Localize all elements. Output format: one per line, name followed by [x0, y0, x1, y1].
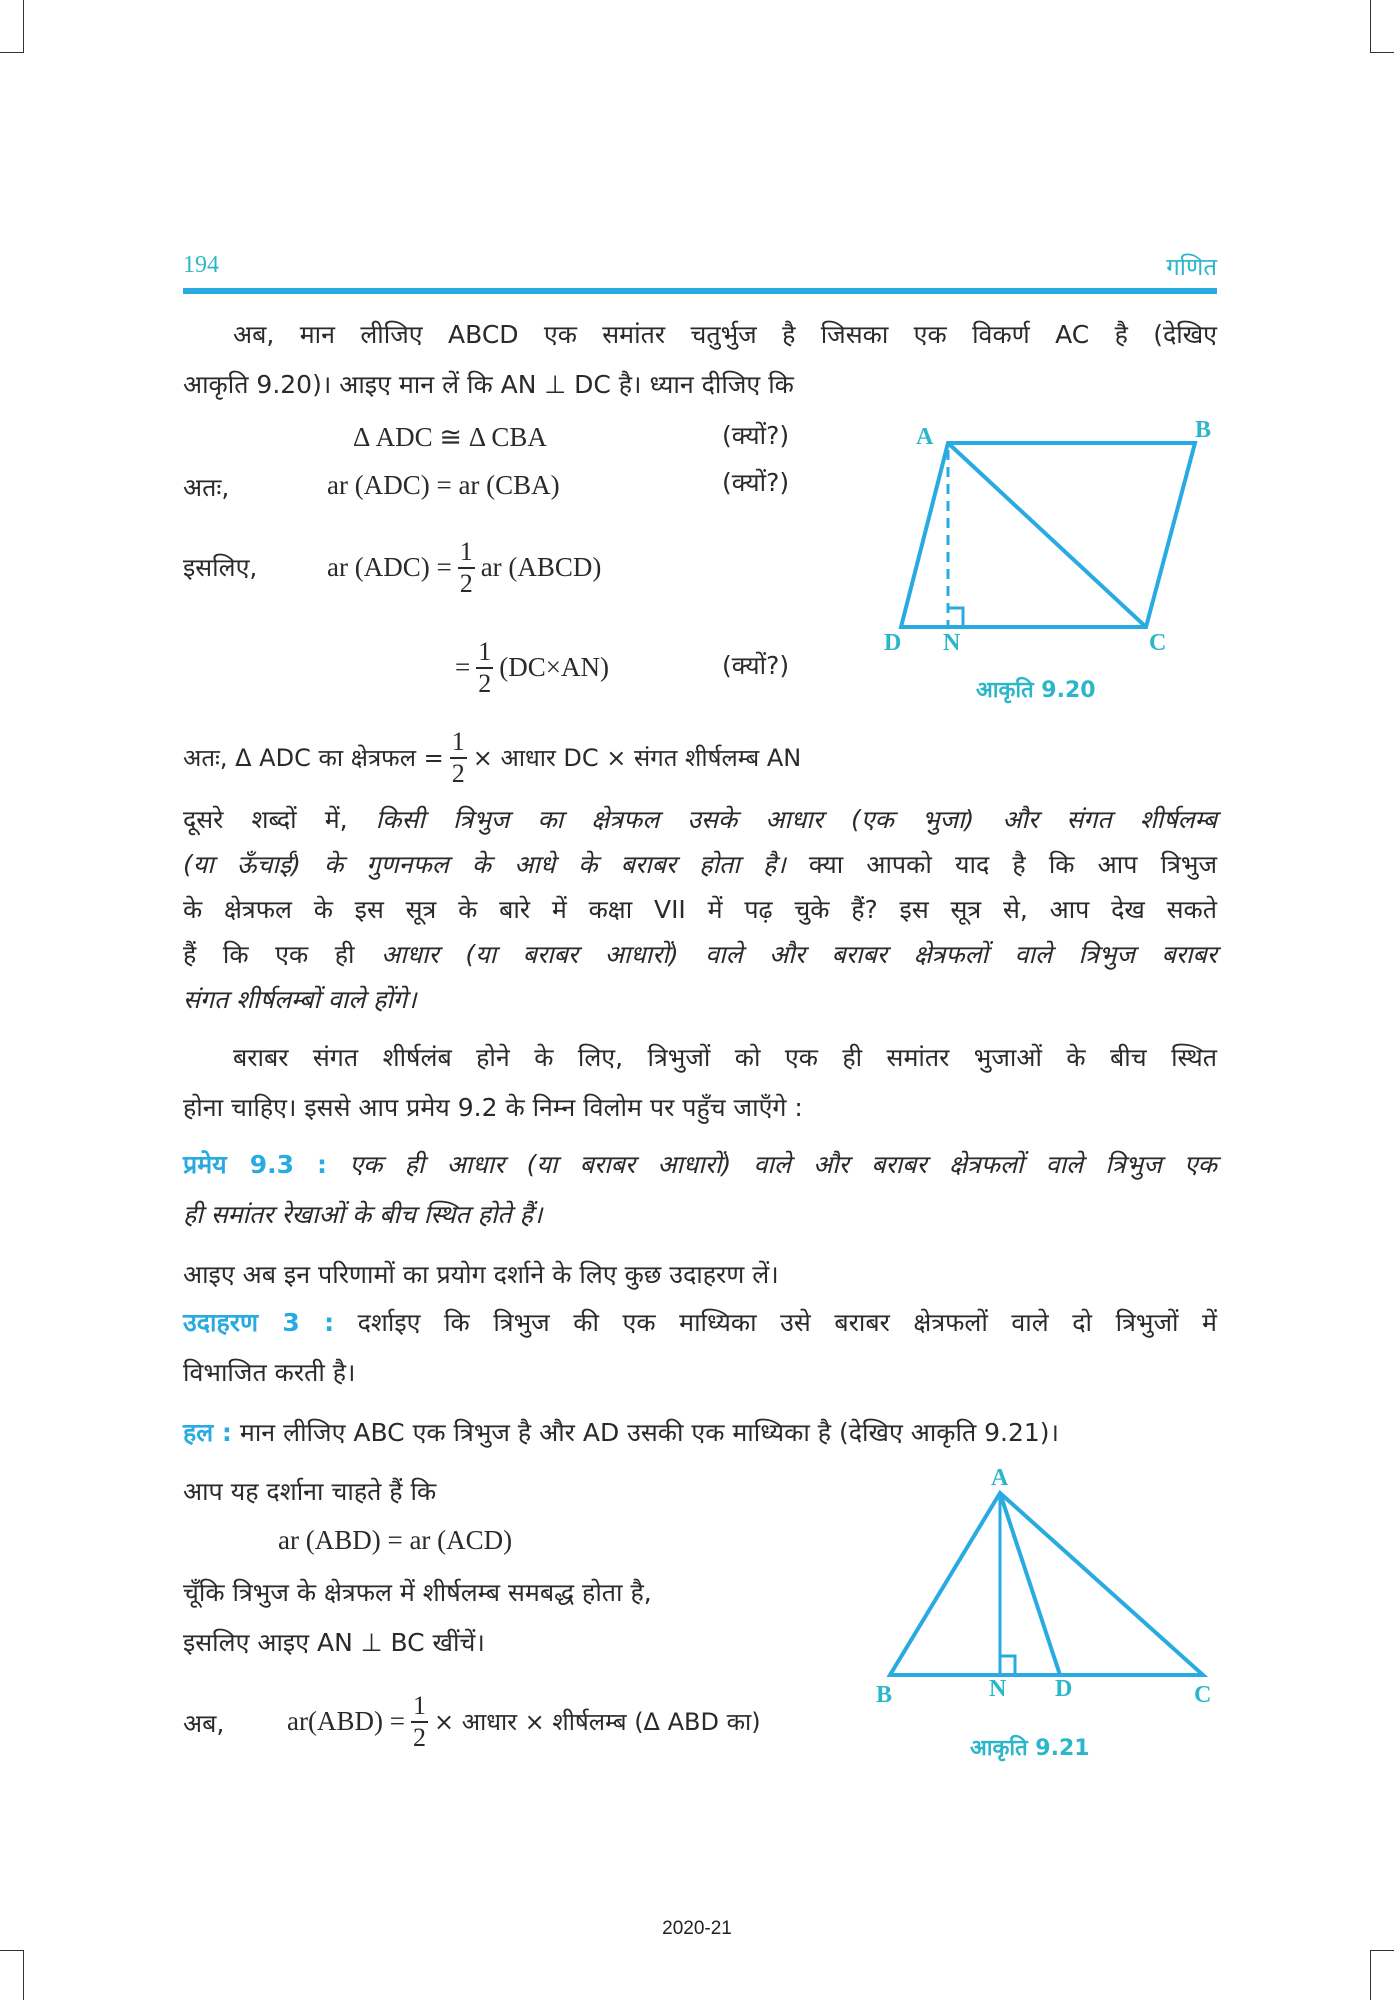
text: दूसरे शब्दों में, [183, 805, 376, 834]
reason-why-2: (क्यों?) [722, 468, 790, 497]
denominator: 2 [451, 758, 465, 788]
denominator: 2 [478, 668, 492, 698]
therefore-label: इसलिए, [183, 553, 258, 582]
equation-area-equal: ar (ADC) = ar (CBA) [327, 470, 560, 500]
crop-mark-top-left-h [0, 52, 24, 53]
text: × आधार × शीर्षलम्ब (Δ ABD का) [433, 1708, 761, 1736]
crop-mark-bottom-right-v [1370, 1950, 1371, 2000]
italic-text: एक ही आधार (या बराबर आधारों) वाले और बराबर क्षेत्रफलों वाले त्रिभुज एक [327, 1150, 1217, 1179]
crop-mark-bottom-left-v [23, 1950, 24, 2000]
example-label: उदाहरण 3 : [183, 1308, 335, 1337]
figure-caption-9-20: आकृति 9.20 [976, 678, 1096, 703]
crop-mark-top-right-v [1370, 0, 1371, 53]
para2-line2 [183, 850, 1217, 880]
footer-year: 2020-21 [662, 1918, 732, 1939]
theorem-label: प्रमेय 9.3 : [183, 1150, 328, 1179]
numerator: 1 [476, 639, 493, 669]
equation-area-abd-acd: ar (ABD) = ar (ACD) [278, 1525, 513, 1555]
vertex-label-d: D [1055, 1676, 1073, 1702]
denominator: 2 [412, 1722, 426, 1752]
text: ar (ABCD) [480, 552, 602, 582]
fraction-half [476, 636, 493, 698]
solution-label: हल : [183, 1418, 232, 1447]
fraction-half [411, 1690, 428, 1752]
solution-line3: चूँकि त्रिभुज के क्षेत्रफल में शीर्षलम्ब समबद्ध होता है, [183, 1578, 652, 1607]
italic-text: किसी त्रिभुज का क्षेत्रफल उसके आधार (एक भुजा) और संगत शीर्षलम्ब [375, 805, 1217, 834]
vertex-label-n: N [989, 1676, 1007, 1702]
vertex-label-a: A [916, 424, 934, 450]
numerator: 1 [411, 1693, 428, 1723]
vertex-label-d: D [884, 630, 902, 656]
para1-line1 [183, 320, 1217, 350]
equation-triangle-area [183, 720, 801, 795]
numerator: 1 [450, 729, 467, 759]
vertex-label-n: N [943, 630, 961, 656]
text: हैं कि एक ही [183, 940, 382, 969]
para3-line1 [183, 1043, 1217, 1073]
fraction-half [458, 536, 475, 598]
crop-mark-bottom-left-h [0, 1950, 24, 1951]
equation-area-abd [287, 1684, 761, 1759]
text: (DC×AN) [499, 652, 609, 682]
text: अतः, Δ ADC का क्षेत्रफल = [183, 744, 444, 772]
text: बराबर संगत शीर्षलंब होने के लिए, त्रिभुजों को एक ही समांतर भुजाओं के बीच स्थित [233, 1043, 1217, 1072]
equation-congruence: Δ ADC ≅ Δ CBA [353, 422, 547, 452]
para3-line2: होना चाहिए। इससे आप प्रमेय 9.2 के निम्न विलोम पर पहुँच जाएँगे : [183, 1093, 803, 1122]
text: ar (ADC) = [327, 552, 452, 582]
reason-why-3: (क्यों?) [722, 651, 790, 680]
theorem-line2: ही समांतर रेखाओं के बीच स्थित होते हैं। [183, 1200, 543, 1229]
text: = [455, 652, 471, 682]
para4: आइए अब इन परिणामों का प्रयोग दर्शाने के लिए कुछ उदाहरण लें। [183, 1260, 779, 1289]
crop-mark-top-right-h [1370, 52, 1394, 53]
vertex-label-b: B [876, 1682, 893, 1708]
para2-line5: संगत शीर्षलम्बों वाले होंगे। [183, 985, 417, 1014]
page-number: 194 [183, 252, 219, 278]
italic-text: (या ऊँचाई) के गुणनफल के आधे के बराबर होता है। [183, 850, 786, 879]
now-label: अब, [183, 1709, 225, 1738]
vertex-label-a: A [991, 1465, 1009, 1491]
vertex-label-c: C [1149, 630, 1167, 656]
header-rule [183, 288, 1217, 294]
reason-why-1: (क्यों?) [722, 421, 790, 450]
theorem-line1 [183, 1150, 1217, 1180]
text: ar(ABD) = [287, 1706, 405, 1736]
equation-half-area [327, 530, 601, 605]
numerator: 1 [458, 539, 475, 569]
italic-text: आधार (या बराबर आधारों) वाले और बराबर क्षेत्रफलों वाले त्रिभुज बराबर [381, 940, 1217, 969]
hence-label: अतः, [183, 473, 230, 502]
example-line2: विभाजित करती है। [183, 1358, 356, 1387]
text: × आधार DC × संगत शीर्षलम्ब AN [472, 744, 802, 772]
text: मान लीजिए ABC एक त्रिभुज है और AD उसकी एक माध्यिका है (देखिए आकृति 9.21)। [231, 1418, 1060, 1447]
fraction-half [450, 726, 467, 788]
para2-line3: के क्षेत्रफल के इस सूत्र के बारे में कक्षा VII में पढ़ चुके हैं? इस सूत्र से, आप देख सकते [183, 895, 1217, 924]
solution-line2: आप यह दर्शाना चाहते हैं कि [183, 1477, 437, 1506]
crop-mark-bottom-right-h [1370, 1950, 1394, 1951]
text: क्या आपको याद है कि आप त्रिभुज [785, 850, 1217, 879]
solution-line1 [183, 1418, 1217, 1448]
equation-half-base-height [455, 630, 609, 705]
para2-line4 [183, 940, 1217, 970]
para1-line2: आकृति 9.20)। आइए मान लें कि AN ⊥ DC है। ध्यान दीजिए कि [183, 370, 794, 399]
figure-caption-9-21: आकृति 9.21 [970, 1736, 1090, 1761]
vertex-label-b: B [1195, 417, 1212, 443]
vertex-label-c: C [1194, 1682, 1212, 1708]
text: अब, मान लीजिए ABCD एक समांतर चतुर्भुज है जिसका एक विकर्ण AC है (देखिए [233, 320, 1217, 349]
book-title: गणित [1166, 253, 1217, 281]
solution-line4: इसलिए आइए AN ⊥ BC खींचें। [183, 1628, 485, 1657]
para2-line1 [183, 805, 1217, 835]
denominator: 2 [459, 568, 473, 598]
example-line1 [183, 1308, 1217, 1338]
crop-mark-top-left-v [23, 0, 24, 53]
text: दर्शाइए कि त्रिभुज की एक माध्यिका उसे बराबर क्षेत्रफलों वाले दो त्रिभुजों में [334, 1308, 1217, 1337]
